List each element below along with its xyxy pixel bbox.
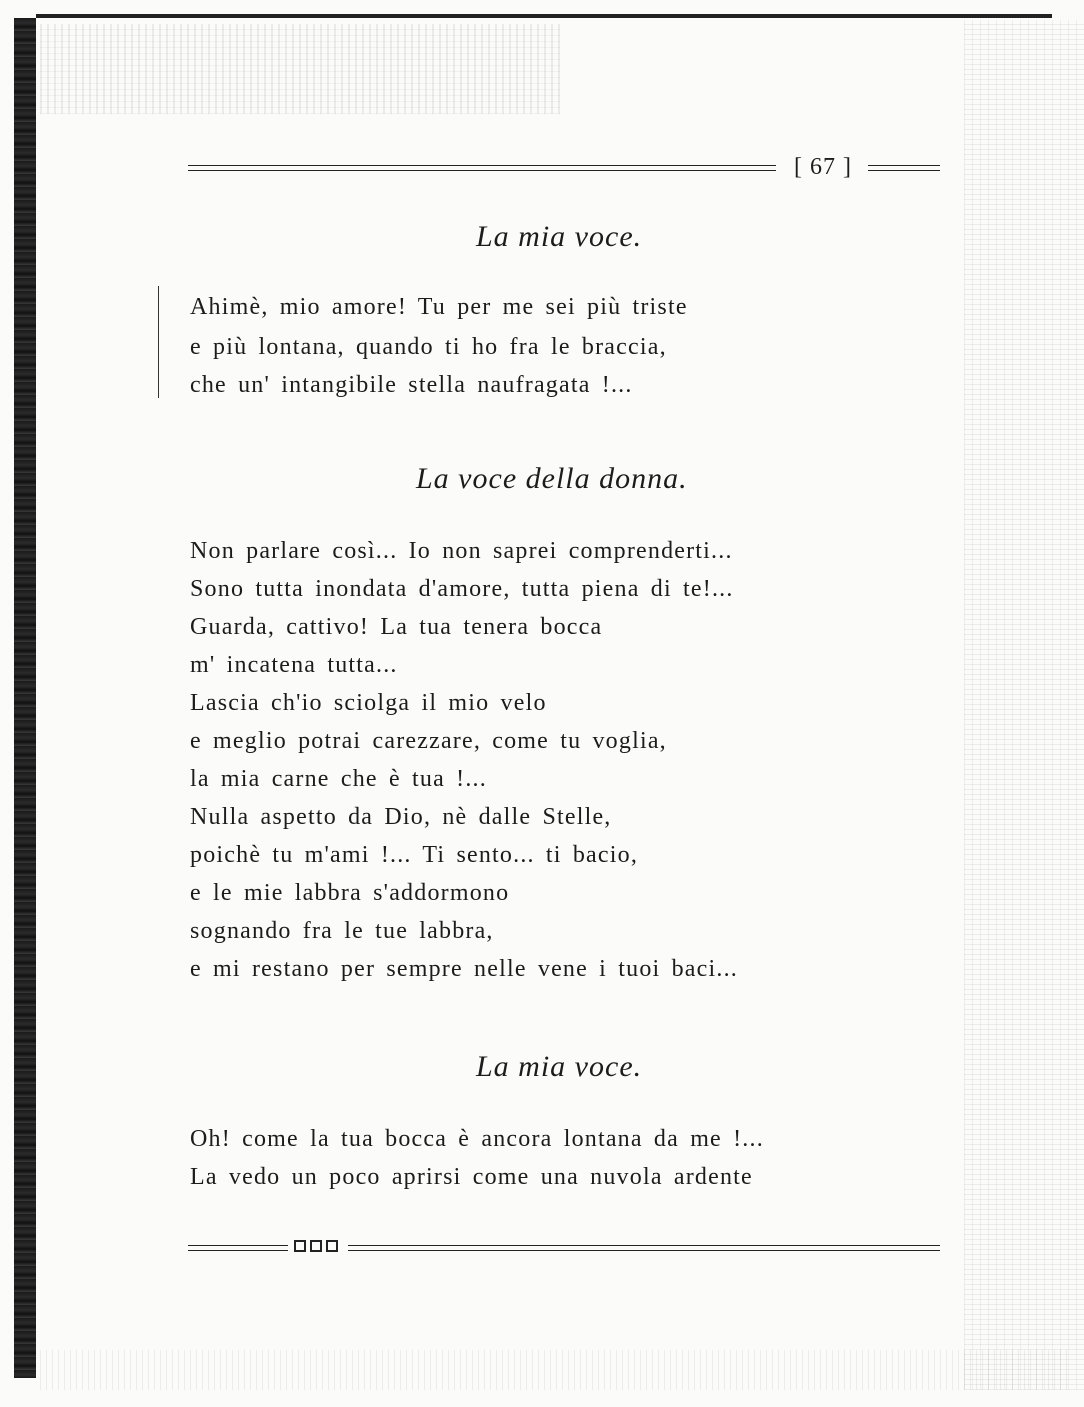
scan-noise-top bbox=[40, 24, 560, 114]
square-ornament-icon bbox=[294, 1240, 344, 1256]
poem-line: Oh! come la tua bocca è ancora lontana da me !... bbox=[190, 1126, 764, 1152]
scan-noise-right bbox=[964, 20, 1084, 1390]
section-title: La mia voce. bbox=[476, 220, 643, 253]
poem-line: Guarda, cattivo! La tua tenera bocca bbox=[190, 614, 603, 640]
poem-line: e meglio potrai carezzare, come tu voglia, bbox=[190, 728, 667, 754]
poem-line: e più lontana, quando ti ho fra le braccia, bbox=[190, 334, 667, 360]
page-number: [ 67 ] bbox=[794, 154, 852, 180]
poem-line: e le mie labbra s'addormono bbox=[190, 880, 510, 906]
poem-line: che un' intangibile stella naufragata !... bbox=[190, 372, 633, 398]
page-footer-ornament bbox=[188, 1238, 940, 1258]
poem-line: La vedo un poco aprirsi come una nuvola ardente bbox=[190, 1164, 753, 1190]
poem-line: Lascia ch'io sciolga il mio velo bbox=[190, 690, 547, 716]
poem-line: m' incatena tutta... bbox=[190, 652, 398, 678]
poem-line: sognando fra le tue labbra, bbox=[190, 918, 494, 944]
poem-line: Nulla aspetto da Dio, nè dalle Stelle, bbox=[190, 804, 612, 830]
footer-rule-left bbox=[188, 1245, 288, 1251]
section-title: La mia voce. bbox=[476, 1050, 643, 1083]
poem-line: poichè tu m'ami !... Ti sento... ti bacio, bbox=[190, 842, 639, 868]
scan-noise-bottom bbox=[40, 1350, 1070, 1390]
footer-rule-right bbox=[348, 1245, 940, 1251]
scan-left-edge bbox=[14, 18, 36, 1378]
poem-line: la mia carne che è tua !... bbox=[190, 766, 487, 792]
poem-line: e mi restano per sempre nelle vene i tuoi baci... bbox=[190, 956, 738, 982]
margin-bracket bbox=[158, 286, 162, 398]
header-rule-left bbox=[188, 165, 776, 171]
page-header bbox=[188, 152, 940, 186]
poem-line: Sono tutta inondata d'amore, tutta piena di te!... bbox=[190, 576, 734, 602]
poem-line: Ahimè, mio amore! Tu per me sei più triste bbox=[190, 294, 688, 320]
section-title: La voce della donna. bbox=[416, 462, 688, 495]
poem-line: Non parlare così... Io non saprei comprenderti... bbox=[190, 538, 733, 564]
scan-top-edge bbox=[36, 14, 1052, 18]
header-rule-right bbox=[868, 165, 940, 171]
